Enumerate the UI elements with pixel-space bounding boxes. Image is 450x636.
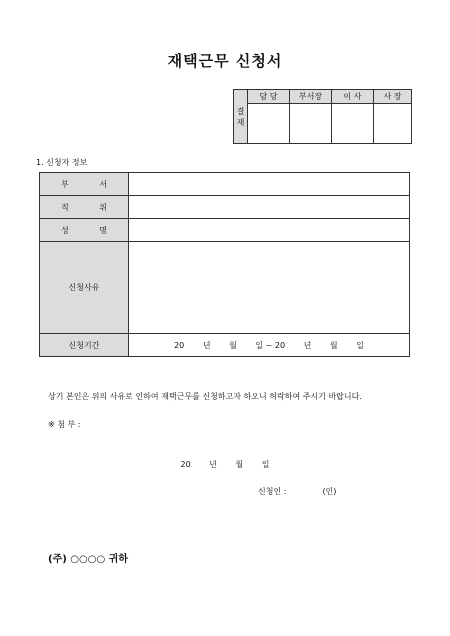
reason-label: 신청사유: [40, 242, 129, 334]
period-end-year-unit: 년: [303, 340, 312, 350]
period-end-day-unit: 일: [356, 340, 364, 350]
period-start-month-unit: 월: [229, 340, 237, 350]
period-end-month-unit: 월: [329, 340, 338, 350]
period-start-year-unit: 년: [202, 340, 211, 350]
approval-sign-staff[interactable]: [248, 104, 290, 144]
date-year: 20: [180, 460, 191, 469]
document-title: 재택근무 신청서: [167, 52, 283, 70]
period-field[interactable]: [129, 334, 410, 357]
period-start-day-unit: 일 ~ 20: [255, 340, 286, 350]
attachment-label: ※ 첨 부 :: [48, 420, 81, 429]
approval-side-label: 결 재: [234, 90, 248, 144]
applicant-seal: (인): [322, 487, 337, 496]
position-label: 직 위: [40, 196, 129, 219]
request-statement: 상기 본인은 위의 사유로 인하여 재택근무를 신청하고자 하오니 허락하여 주시기 바랍니다.: [48, 392, 362, 401]
date-day-unit: 일: [261, 460, 270, 469]
approval-header-president: 사 장: [374, 90, 412, 104]
name-field[interactable]: [129, 219, 410, 242]
dept-field[interactable]: [129, 173, 410, 196]
applicant-info-table: [39, 172, 410, 357]
date-year-unit: 년: [209, 460, 217, 469]
period-start-year: 20: [174, 340, 185, 350]
addressee: (주) ○○○○ 귀하: [48, 554, 128, 565]
approval-sign-manager[interactable]: [290, 104, 332, 144]
applicant-signature: [258, 486, 336, 497]
approval-header-staff: 담 당: [248, 90, 290, 104]
name-label: 성 명: [40, 219, 129, 242]
approval-header-manager: 부서장: [290, 90, 332, 104]
position-field[interactable]: [129, 196, 410, 219]
approval-sign-director[interactable]: [332, 104, 374, 144]
dept-label: 부 서: [40, 173, 129, 196]
applicant-label: 신청인 :: [258, 487, 287, 496]
approval-sign-president[interactable]: [374, 104, 412, 144]
section-title: 1. 신청자 정보: [36, 158, 88, 167]
period-label: 신청기간: [40, 334, 129, 357]
approval-header-director: 이 사: [332, 90, 374, 104]
approval-box: [233, 89, 412, 144]
reason-field[interactable]: [129, 242, 410, 334]
date-line: [0, 459, 450, 470]
date-month-unit: 월: [235, 460, 244, 469]
